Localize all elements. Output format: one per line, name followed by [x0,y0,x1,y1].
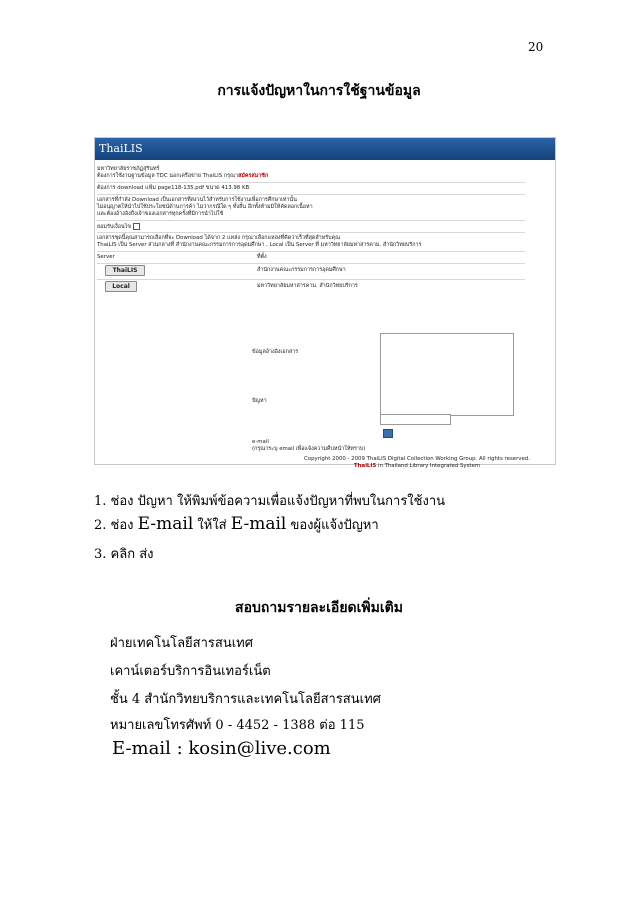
page-number: 20 [528,40,544,54]
notice-line: และต้องอ้างอิงถึงเจ้าของเอกสารทุกครั้งที่มีการนำไปใช้ [97,211,224,217]
contact-phone: หมายเลขโทรศัพท์ 0 - 4452 - 1388 ต่อ 115 [110,718,365,733]
server-info-line: เอกสารชุดนี้คุณสามารถเลือกที่จะ Download ได้จาก 2 แหล่ง กรุณาเลือกแหล่งที่คิดว่าเร็วที่สุดสำหรับคุณ [97,235,341,241]
contact-floor: ชั้น 4 สำนักวิทยบริการและเทคโนโลยีสารสนเทศ [110,692,381,707]
server-info-line: ThaiLIS เป็น Server ส่วนกลางที่ สำนักงานคณะกรรมการการอุดมศึกษา , Local เป็น Server ที่ มหาวิทยาลัยมหาสารคาม. สำนักวิทยบริการ [97,242,422,248]
location-column-header: ที่ตั้ง [257,254,267,260]
notice-line: ไม่อนุญาตให้นำไปใช้ประโยชน์ด้านการค้า ไม่ว่ากรณีใด ๆ ทั้งสิ้น อีกทั้งห้ามมิให้คัดลอกเนื้อหา [97,204,313,210]
divider [97,251,525,252]
divider [97,263,525,264]
server-column-header: Server [97,254,115,260]
accept-checkbox[interactable] [133,223,140,230]
membership-line: ต้องการใช้งานฐานข้อมูล TDC นอกเครือข่าย ThaiLIS กรุณาสมัครสมาชิก [97,173,269,179]
problem-label: ปัญหา [252,398,267,404]
local-server-button[interactable]: Local [105,281,137,292]
divider [97,232,525,233]
copyright-footer: Copyright 2000 - 2009 ThaiLIS Digital Collection Working Group. All rights reserved. ThaiLIS in Thailand Library Integrated System [304,456,530,469]
thailis-title-bar: ThaiLIS [95,138,555,160]
thailis-server-button[interactable]: ThaiLIS [105,265,145,276]
register-link[interactable]: สมัครสมาชิก [238,173,269,179]
accept-terms[interactable]: ยอมรับเงื่อนไข [97,223,140,231]
send-icon[interactable] [383,429,393,438]
notice-line: เอกสารที่กำลัง Download เป็นเอกสารที่สงวนไว้สำหรับการใช้งานเพื่อการศึกษาเท่านั้น [97,197,297,203]
email-label: e-mail [252,439,269,445]
embedded-screenshot [94,137,556,469]
step-3: 3. คลิก ส่ง [94,547,154,562]
step-2: 2. ช่อง E-mail ให้ใส่ E-mail ของผู้แจ้งปัญหา [94,514,379,534]
university-line: มหาวิทยาลัยราชภัฏสุรินทร์ [97,166,160,172]
step-1: 1. ช่อง ปัญหา ให้พิมพ์ข้อความเพื่อแจ้งปัญหาที่พบในการใช้งาน [94,494,446,509]
divider [97,194,525,195]
contact-counter: เคาน์เตอร์บริการอินเทอร์เน็ต [110,664,271,679]
reference-label: ข้อมูลอ้างอิงเอกสาร [252,349,299,355]
page-heading: การแจ้งปัญหาในการใช้ฐานข้อมูล [217,83,421,99]
local-location: มหาวิทยาลัยมหาสารคาม. สำนักวิทยบริการ [257,283,358,289]
divider [97,220,525,221]
contact-department: ฝ่ายเทคโนโลยีสารสนเทศ [110,636,253,651]
email-hint: (กรุณาระบุ email เพื่อแจ้งความคืบหน้าให้ทราบ) [252,446,366,452]
email-input[interactable] [380,414,451,425]
contact-email: E-mail : kosin@live.com [112,738,331,759]
thailis-location: สำนักงานคณะกรรมการการอุดมศึกษา [257,267,346,273]
contact-heading: สอบถามรายละเอียดเพิ่มเติม [235,600,403,616]
divider [97,182,525,183]
divider [97,279,525,280]
download-file-line: ต้องการ download แฟ้ม page118-135.pdf ขนาด 413.98 KB [97,185,250,191]
problem-textarea[interactable] [380,333,514,416]
thailis-logo-text: ThaiLIS [353,463,377,469]
